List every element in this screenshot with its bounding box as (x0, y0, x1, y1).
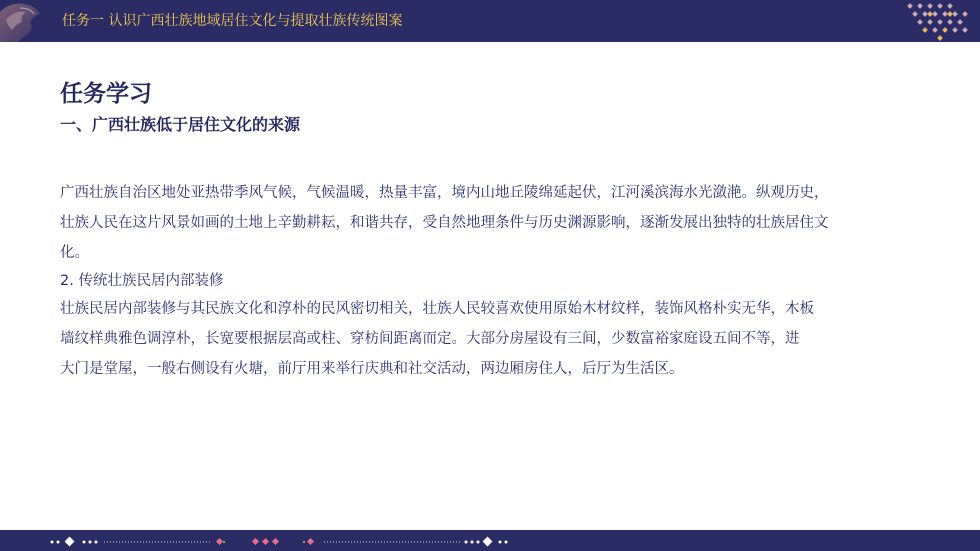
diamond-dot-border-icon (0, 530, 980, 551)
diamond-dot-pattern-icon (904, 0, 972, 42)
paragraph-line: 化。 (60, 245, 89, 261)
paragraph-line: 壮族民居内部装修与其民族文化和淳朴的民风密切相关，壮族人民较喜欢使用原始木材纹样，装饰风格朴实无华，木板 (60, 301, 814, 317)
header-bar (0, 0, 980, 42)
paragraph-line: 大门是堂屋，一般右侧设有火塘，前厅用来举行庆典和社交活动，两边厢房住人，后厅为生活区。 (60, 361, 684, 377)
footer-bar (0, 530, 980, 551)
header-title: 任务一 认识广西壮族地域居住文化与提取壮族传统图案 (62, 13, 403, 29)
page-title: 任务学习 (60, 81, 152, 107)
bronze-drum-figure-icon (0, 0, 46, 42)
paragraph-line: 墙纹样典雅色调淳朴，长宽要根据层高或柱、穿枋间距离而定。大部分房屋设有三间，少数富裕家庭设五间不等，进 (60, 331, 800, 347)
section-subtitle: 一、广西壮族低于居住文化的来源 (60, 115, 301, 134)
paragraph-line: 广西壮族自治区地处亚热带季风气候，气候温暖，热量丰富，境内山地丘陵绵延起伏，江河溪滨海水光潋滟。纵观历史， (60, 185, 829, 201)
list-heading: 2. 传统壮族民居内部装修 (60, 273, 224, 289)
paragraph-line: 壮族人民在这片风景如画的土地上辛勤耕耘，和谐共存，受自然地理条件与历史渊源影响，逐渐发展出独特的壮族居住文 (60, 215, 829, 231)
